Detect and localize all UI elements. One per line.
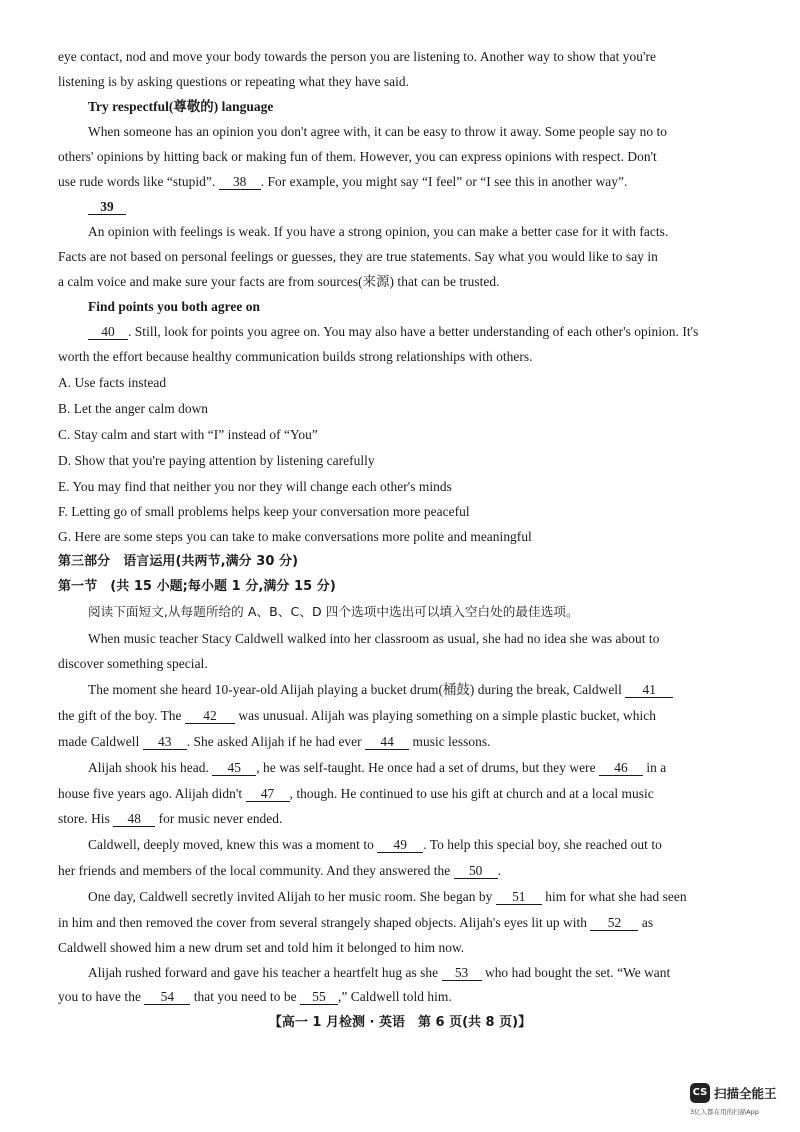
option-g: G. Here are some steps you can take to make conversations more polite and meaningful [58,529,532,544]
blank-40: 40 [88,324,128,340]
story-line [88,888,780,906]
story-line [88,681,780,699]
text-span: use rude words like “stupid”. [58,174,216,189]
passage-line: When someone has an opinion you don't agree with, it can be easy to throw it away. Some people say no to [88,124,668,139]
blank-47: 47 [246,786,290,802]
text-span: the gift of the boy. The [58,708,182,723]
blank-42: 42 [185,708,235,724]
option-e: E. You may find that neither you nor they will change each other's minds [58,479,452,494]
text-span: . Still, look for points you agree on. You may also have a better understanding of each other's opinion. It's [128,324,699,339]
passage-line: Facts are not based on personal feelings or guesses, they are true statements. Say what you would like to say in [58,249,658,264]
blank-53: 53 [442,965,482,981]
text-span: Caldwell, deeply moved, knew this was a moment to [88,837,374,852]
passage-line: a calm voice and make sure your facts are from sources(来源) that can be trusted. [58,274,500,289]
story-line: Caldwell showed him a new drum set and told him it belonged to him now. [58,940,465,955]
blank-41: 41 [625,682,673,698]
passage-line: worth the effort because healthy communication builds strong relationships with others. [58,349,533,364]
text-span: him for what she had seen [545,889,687,904]
story-line: discover something special. [58,656,208,671]
blank-43: 43 [143,734,187,750]
text-span: The moment she heard 10-year-old Alijah playing a bucket drum(桶鼓) during the break, Caldwell [88,682,622,697]
text-span: . For example, you might say “I feel” or “I see this in another way”. [260,174,628,189]
passage-line [88,323,780,341]
story-line [88,759,780,777]
text-span: One day, Caldwell secretly invited Alijah to her music room. She began by [88,889,493,904]
subheading-find-points: Find points you both agree on [88,299,260,314]
story-line [58,810,780,828]
passage-line: others' opinions by hitting back or making fun of them. However, you can express opinions with respect. Don't [58,149,657,164]
blank-51: 51 [496,889,542,905]
story-line [58,914,780,932]
passage-line: An opinion with feelings is weak. If you have a strong opinion, you can make a better case for it with facts. [88,224,669,239]
blank-39: 39 [88,199,126,215]
story-line: When music teacher Stacy Caldwell walked into her classroom as usual, she had no idea she was about to [88,631,660,646]
blank-55: 55 [300,989,338,1005]
blank-54: 54 [144,989,190,1005]
text-span: you to have the [58,989,141,1004]
text-span: Alijah rushed forward and gave his teacher a heartfelt hug as she [88,965,439,980]
camscanner-tagline: 3亿人都在用的扫描App [690,1108,759,1116]
text-span: , he was self-taught. He once had a set of drums, but they were [256,760,596,775]
text-span: made Caldwell [58,734,140,749]
text-span: . To help this special boy, she reached out to [423,837,662,852]
text-span: . She asked Alijah if he had ever [186,734,362,749]
text-span: as [641,915,654,930]
text-span: in a [646,760,667,775]
blank-48: 48 [113,811,155,827]
option-d: D. Show that you're paying attention by listening carefully [58,453,375,468]
story-line [58,862,780,880]
subheading-respectful-language: Try respectful(尊敬的) language [88,99,274,114]
text-span: , though. He continued to use his gift at church and at a local music [289,786,654,801]
section1-instruction: 阅读下面短文,从每题所给的 A、B、C、D 四个选项中选出可以填入空白处的最佳选项。 [88,604,579,619]
camscanner-watermark [690,1083,796,1127]
blank-50: 50 [454,863,498,879]
camscanner-name: 扫描全能王 [714,1086,777,1101]
passage-line [88,198,780,216]
text-span: who had bought the set. “We want [484,965,671,980]
page-footer: 【高一 1 月检测 · 英语 第 6 页(共 8 页)】 [268,1015,532,1030]
text-span: her friends and members of the local community. And they answered the [58,863,451,878]
text-span: house five years ago. Alijah didn't [58,786,243,801]
blank-38: 38 [219,174,261,190]
text-span: music lessons. [412,734,491,749]
blank-52: 52 [590,915,638,931]
blank-49: 49 [377,837,423,853]
story-line [88,836,780,854]
option-a: A. Use facts instead [58,375,167,390]
text-span: that you need to be [193,989,297,1004]
camscanner-logo-icon: CS [690,1083,710,1103]
text-span: . [497,863,502,878]
passage-line [58,173,780,191]
text-span: was unusual. Alijah was playing something on a simple plastic bucket, which [238,708,657,723]
blank-46: 46 [599,760,643,776]
section1-title: 第一节 (共 15 小题;每小题 1 分,满分 15 分) [58,579,336,594]
passage-line: listening is by asking questions or repeating what they have said. [58,74,410,89]
passage-line: eye contact, nod and move your body towards the person you are listening to. Another way to show that you're [58,49,656,64]
blank-44: 44 [365,734,409,750]
story-line [58,785,780,803]
text-span: store. His [58,811,110,826]
text-span: ,” Caldwell told him. [338,989,452,1004]
story-line [58,707,780,725]
option-f: F. Letting go of small problems helps keep your conversation more peaceful [58,504,470,519]
option-b: B. Let the anger calm down [58,401,209,416]
blank-45: 45 [212,760,256,776]
option-c: C. Stay calm and start with “I” instead of “You” [58,427,318,442]
text-span: in him and then removed the cover from several strangely shaped objects. Alijah's eyes lit up with [58,915,588,930]
story-line [58,988,780,1006]
text-span: for music never ended. [158,811,283,826]
story-line [88,964,780,982]
part3-title: 第三部分 语言运用(共两节,满分 30 分) [58,554,299,569]
story-line [58,733,780,751]
text-span: Alijah shook his head. [88,760,209,775]
